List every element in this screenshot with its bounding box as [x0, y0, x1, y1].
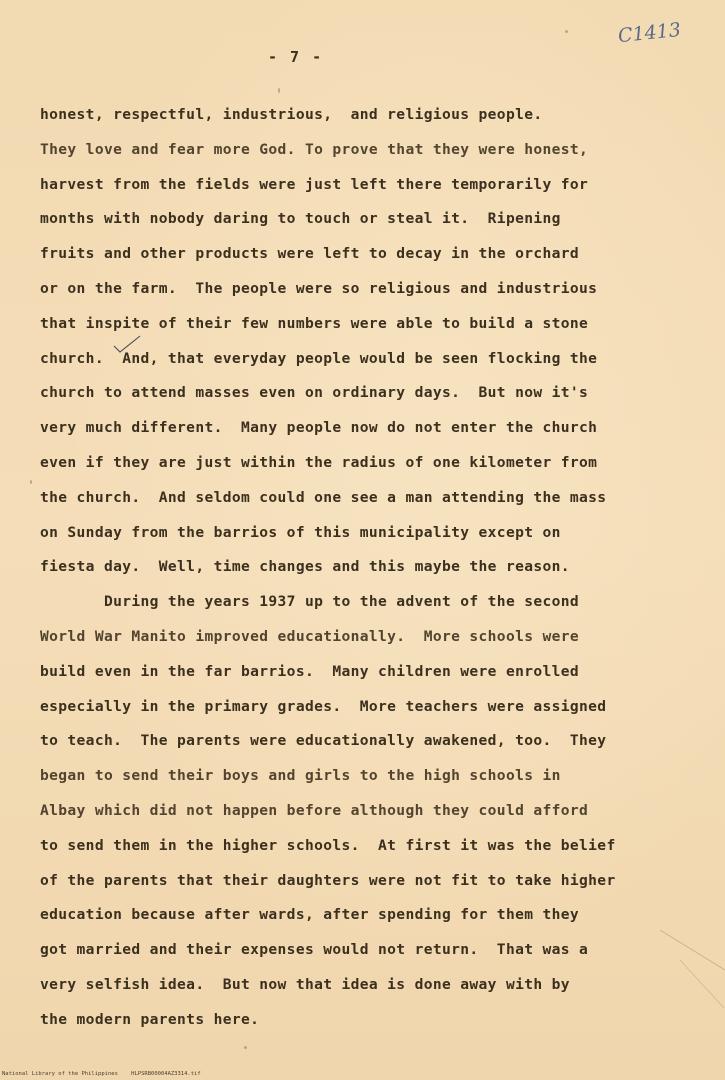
text-line-23: of the parents that their daughters were not fit to take higher [40, 871, 616, 889]
footer-credit: National Library of the Philippines HLPSRB00004AZ3314.tif [2, 1071, 201, 1077]
text-line-10: very much different. Many people now do not enter the church [40, 419, 598, 437]
paper-speck [30, 480, 32, 484]
text-line-16: World War Manito improved educationally. More schools were [40, 627, 580, 645]
text-line-9: church to attend masses even on ordinary days. But now it's [40, 384, 589, 402]
text-line-5: fruits and other products were left to decay in the orchard [40, 245, 580, 263]
text-line-24: education because after wards, after spending for them they [40, 906, 580, 924]
text-line-2: They love and fear more God. To prove that they were honest, [40, 140, 589, 158]
text-line-15: During the years 1937 up to the advent of the second [40, 593, 580, 611]
text-line-27: the modern parents here. [40, 1010, 260, 1028]
text-line-21: Albay which did not happen before although they could afford [40, 801, 589, 819]
document-body [40, 98, 700, 1038]
text-line-17: build even in the far barrios. Many children were enrolled [40, 662, 580, 680]
text-line-12: the church. And seldom could one see a man attending the mass [40, 488, 607, 506]
paper-speck [244, 1046, 247, 1049]
text-line-14: fiesta day. Well, time changes and this maybe the reason. [40, 558, 570, 576]
archive-catalog-mark: C1413 [617, 18, 682, 48]
text-line-1: honest, respectful, industrious, and religious people. [40, 106, 543, 123]
text-line-11: even if they are just within the radius of one kilometer from [40, 453, 598, 471]
text-line-8: church. And, that everyday people would be seen flocking the [40, 349, 598, 367]
paper-speck [278, 88, 280, 93]
text-line-3: harvest from the fields were just left there temporarily for [40, 175, 589, 193]
text-line-20: began to send their boys and girls to the high schools in [40, 767, 561, 785]
text-line-19: to teach. The parents were educationally awakened, too. They [40, 732, 607, 750]
text-line-22: to send them in the higher schools. At first it was the belief [40, 836, 616, 854]
text-line-4: months with nobody daring to touch or steal it. Ripening [40, 210, 561, 228]
paper-crease-mark [660, 930, 725, 1010]
text-line-7: that inspite of their few numbers were able to build a stone [40, 314, 589, 332]
text-line-18: especially in the primary grades. More teachers were assigned [40, 697, 607, 715]
page-number: - 7 - [268, 48, 324, 66]
paper-speck [565, 30, 568, 33]
text-line-6: or on the farm. The people were so religious and industrious [40, 279, 598, 297]
text-line-26: very selfish idea. But now that idea is done away with by [40, 975, 570, 993]
text-line-25: got married and their expenses would not return. That was a [40, 941, 589, 959]
text-line-13: on Sunday from the barrios of this municipality except on [40, 523, 561, 541]
